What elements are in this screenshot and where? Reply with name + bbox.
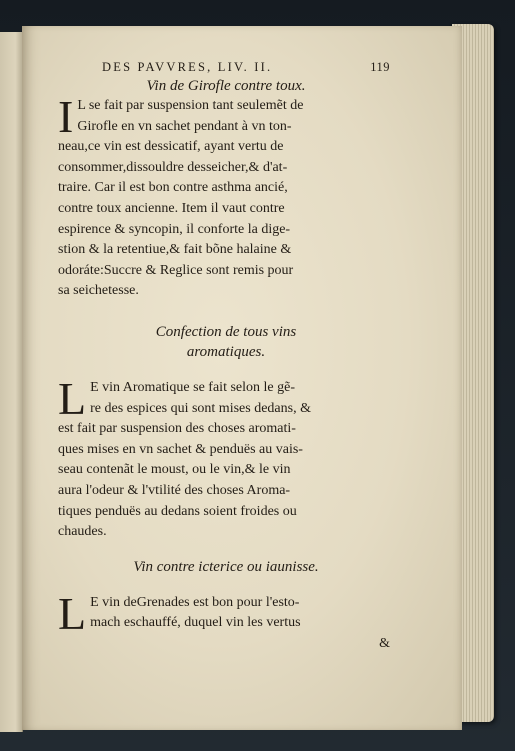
facing-page-edge (0, 32, 23, 732)
drop-capital: L (58, 372, 87, 424)
paragraph-icterice (58, 587, 394, 639)
text-line: consommer,dissouldre desseicher,& d'at- (58, 159, 288, 175)
text-line: espirence & syncopin, il conforte la dige- (58, 221, 291, 237)
section-heading-confection-line2: aromatiques. (186, 343, 266, 360)
text-line: traire. Car il est bon contre asthma ancié, (58, 180, 288, 196)
text-line: contre toux ancienne. Item il vaut contre (58, 200, 285, 216)
drop-capital: L (58, 587, 87, 639)
text-line: aura l'odeur & l'vtilité des choses Aroma- (58, 482, 291, 498)
paragraph-girofle (58, 91, 394, 302)
text-line: mach eschauffé, duquel vin les vertus (90, 615, 301, 631)
text-line: E vin deGrenades est bon pour l'esto- (90, 594, 300, 610)
text-line: neau,ce vin est dessicatif, ayant vertu de (58, 139, 284, 155)
text-line: E vin Aromatique se fait selon le gẽ- (90, 379, 295, 395)
text-line: re des espices qui sont mises dedans, & (90, 400, 311, 416)
catchword: & (379, 635, 390, 651)
text-line: Girofle en vn sachet pendant à vn ton- (77, 118, 292, 134)
text-line: tiques penduës au dedans soient froides ou (58, 503, 297, 519)
text-line: seau contenãt le moust, ou le vin,& le vin (58, 462, 291, 478)
book-page (22, 26, 462, 730)
page-content (58, 60, 394, 654)
text-line: L se fait par suspension tant seulemẽt de (77, 98, 304, 113)
section-heading-icterice: Vin contre icterice ou iaunisse. (133, 558, 319, 575)
text-line: est fait par suspension des choses aromati- (58, 421, 296, 437)
text-line: ques mises en vn sachet & penduës au vais- (58, 441, 303, 457)
text-line: sa seichetesse. (58, 283, 139, 299)
paragraph-confection (58, 372, 394, 543)
page-number: 119 (370, 60, 390, 74)
section-heading-confection: Confection de tous vins (155, 323, 297, 340)
running-head (58, 60, 394, 76)
running-title: DES PAVVRES, LIV. II. (102, 60, 273, 74)
text-line: stion & la retentiue,& fait bõne halaine & (58, 242, 292, 258)
drop-capital: I (58, 91, 74, 142)
text-line: chaudes. (58, 524, 107, 540)
text-line: odoráte:Succre & Reglice sont remis pour (58, 262, 294, 278)
section-heading-girofle: Vin de Girofle contre toux. (146, 78, 306, 94)
